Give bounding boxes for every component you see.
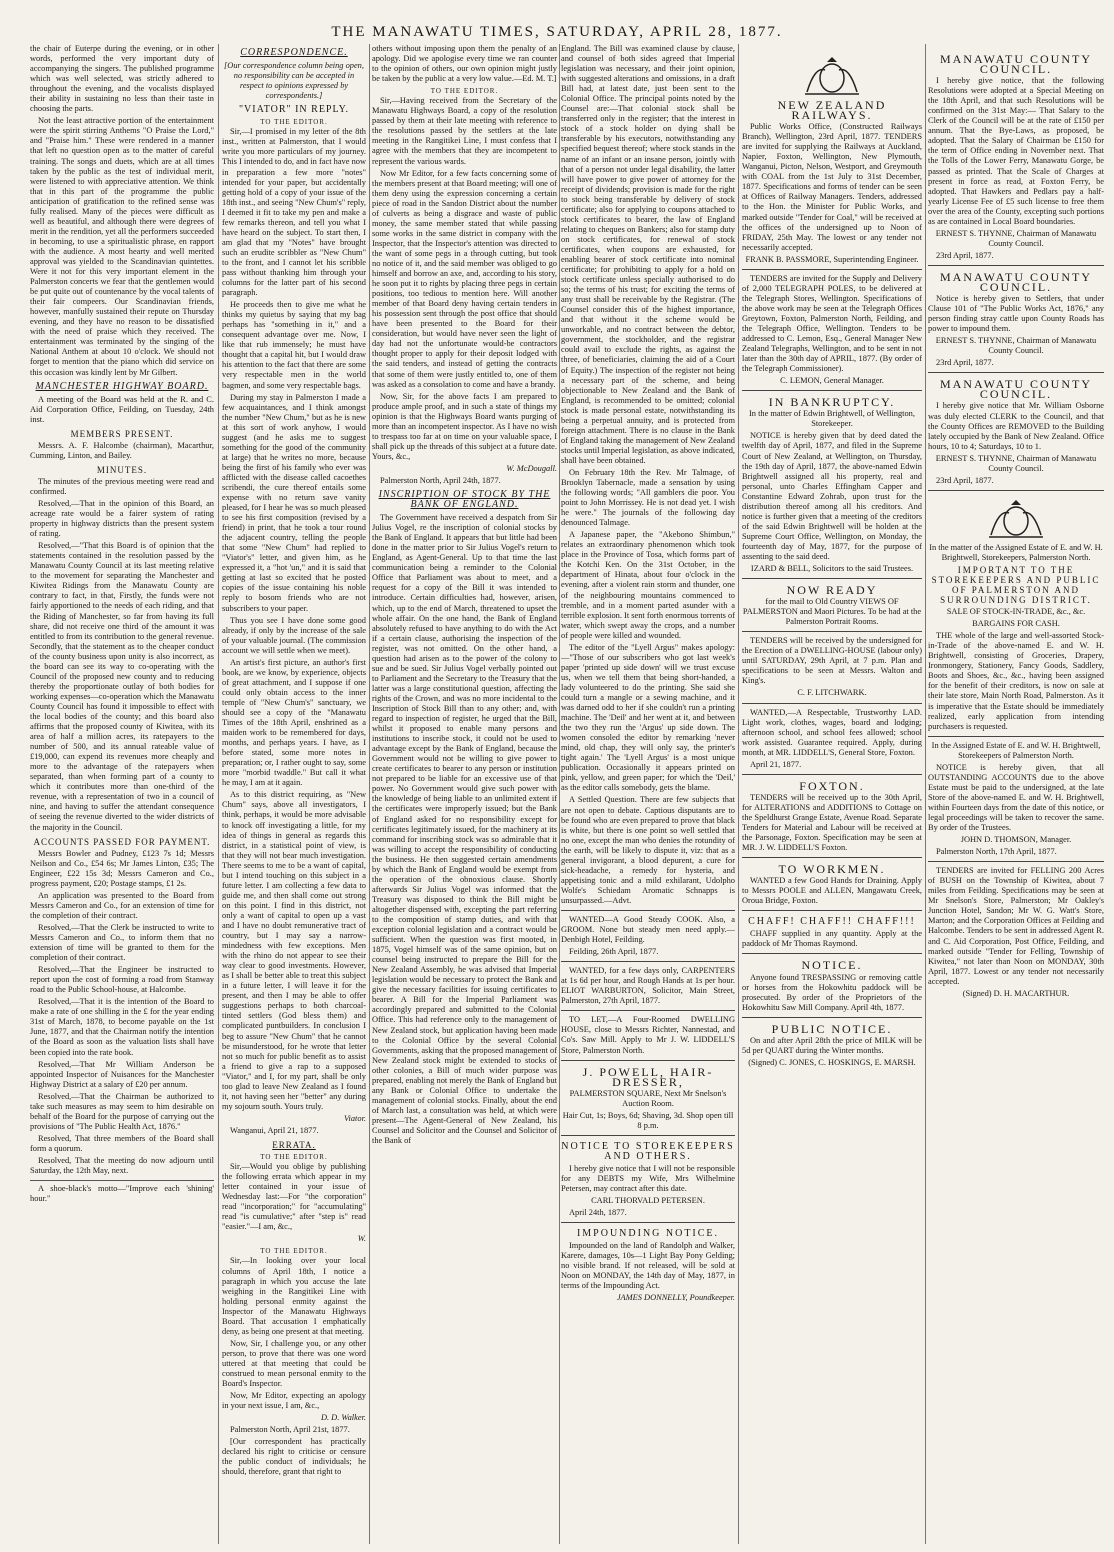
column-4	[561, 44, 735, 1544]
ad-text: WANTED,—A Respectable, Trustworthy LAD. Light work, clothes, wages, board and lodging; afternoon school, and school fees allowed; school work assisted. Guarantee required. Apply, during month, at MR. LIDDELL'S, General Store, Foxton.	[742, 707, 922, 757]
column-rule	[559, 44, 560, 1544]
ad-text: WANTED a few Good Hands for Draining. Apply to Messrs POOLE and ALLEN, Mangawatu Creek, Oroua Bridge, Foxton.	[742, 876, 922, 906]
column-rule	[738, 44, 739, 1544]
letter-heading: ERRATA.	[272, 1139, 316, 1150]
article-text: the chair of Euterpe during the evening, or in other words, performed the very important duty of accompanying the singers. The published programme which was well selected, was strictly adhered to throughout the evening, and the vocalists displayed their ability in sustaining no less than their taste in choosing the parts.	[30, 44, 214, 114]
letter-signature: W.	[357, 1234, 366, 1244]
ad-text: TENDERS will be received by the undersigned for the Erection of a DWELLING-HOUSE (labour only) until SATURDAY, 29th April, at 7 p.m. Plan and specifications to be seen at Messrs. Walton and King's.	[742, 636, 922, 686]
letter-text: Now Mr Editor, for a few facts concerning some of the members present at that Board meeting; will one of them deny using the expression concerning a certain piece of road in the Sandon District about the number of culverts as being a disgrace and waste of public money, the same member stated that while passing some works in the same district in company with the Inspector, that the Inspector's attention was directed to the want of some pegs in a through cutting, but took no notice of it, and the said member was obliged to go himself and borrow an axe, and, according to his story, he soon put it to rights by placing three pegs in certain positions, too tedious to mention here. Will another member of that Board deny having certain tenders in his possession sent through the post office that should have been presented to the Board for their consideration, but would have never seen the light of day had not the unfortunate would-be contractors thought proper to apply for their deposit lodged with the said tenders, and instead of getting the contracts that some of them were justly entitled to, one of them was asked as a consolation to come and have a brandy.	[372, 168, 557, 389]
ad-signature: (Signed) D. H. MACARTHUR.	[962, 988, 1070, 998]
ad-text: I hereby give notice that Mr. William Osborne was duly elected CLERK to the Council, and that the County Offices are REMOVED to the Building lately occupied by the Bank of New Zealand. Office hours, 10 to 4; Saturdays, 10 to 1.	[928, 401, 1104, 451]
ad-signature: CARL THORVALD PETERSEN.	[591, 1196, 705, 1206]
ad-title: MANAWATU COUNTY COUNCIL.	[939, 377, 1093, 402]
ad-date: 23rd April, 1877.	[936, 358, 994, 368]
advertisement	[742, 1017, 922, 1068]
ad-title: NOW READY	[786, 583, 878, 598]
article-text: The editor of the "Lyell Argus" makes apology:—"Those of our subscribers who got last week's paper 'printed up side down' will we trust excuse us, when we tell them that being short-handed, a lady volunteered to do the printing. She said she could turn a mangle or a sewing machine, and it was darned odd to her if she couldn't run a printing machine. The 'Deil' and her went at it, and between the two they run the 'Argus' up side down. The women consoled the editor by remarking 'never mind, old chap, they will only say, the printer's tight again.' The 'Lyell Argus' is a most unique publication. Occasionally it appears printed on pink, yellow, and green paper; for which the 'Deil,' as the editor calls somebody, gets the blame.	[561, 642, 735, 793]
ad-signature: JOHN D. THOMSON, Manager.	[960, 835, 1072, 845]
letter-signature: D. D. Walker.	[320, 1413, 366, 1423]
ad-signature: (Signed) C. JONES, C. HOSKINGS, E. MARSH.	[748, 1057, 916, 1067]
article-text: Resolved, That the meeting do now adjourn until Saturday, the 12th May, next.	[30, 1155, 214, 1176]
ad-title: PUBLIC NOTICE.	[771, 1021, 893, 1036]
advertisement	[742, 857, 922, 906]
article-text: Resolved,—That in the opinion of this Board, an acreage rate would be a fairer system of rating property in highway districts than the present system of rating.	[30, 499, 214, 539]
section-subheading: MINUTES.	[96, 464, 148, 475]
article-text: On February 18th the Rev. Mr Talmage, of Brooklyn Tabernacle, made a sensation by using the following words; "All gamblers die poor. You point to John Morrissey. He is not dead yet. I wish he were." The journals of the following day denounced Talmage.	[561, 467, 735, 528]
letter-text: As to this district requiring, as "New Chum" says, above all investigators, I think, perhaps, it would be more advisable to knock off investigating a little, for my idea of things in general as regards this district, in a statistical point of view, is that they will not bear much investigation. There seems to me to be a want of capital, but I intend touching on this subject in a future letter. I am collecting a few data to guide me, and then shall come out strong on this point. I find in this district, not only a want of capital to open up a vast and I have no doubt remunerative tract of country, but I may say a narrow-mindedness with few exceptions. Men with the rhino do not appear to see their way clear to good investments. However, as I shall be better able to treat this subject in a future letter, I will leave it for the present, and then I may be able to offer suggestions perhaps to both charcoal-tinted settlers (God bless them) and complicated puntbuilders. In conclusion I beg to assure "New Chum" that he cannot be misunderstood, for he wrote that letter not so much for public benefit as to assist a friend to give a rap to a supposed "Viator," and I, for my part, shall be only too glad to leave New Zealand as I found it, not having seen her "better" any during my sojourn south. Yours truly.	[222, 790, 366, 1111]
advertisement	[928, 490, 1104, 732]
ad-text: I hereby give notice that I will not be responsible for any DEBTS my Wife, Mrs Wilhelmine Petersen, may contract after this date.	[561, 1163, 735, 1194]
article-text: A Japanese paper, the "Akebono Shimbun," relates an extraordinary phenomenon which took place in the Province of Tosa, which forms part of the Kotchi Ken. On the 31st October, in the department of Hinata, about four o'clock in the evening, after a violent rain storm and thunder, one of the neighbouring mountains commenced to tremble, and in a moment parted asunder with a terrible explosion. It sent forth enormous torrents of water, which swept away the crops, and a number of people were killed and wounded.	[561, 530, 735, 640]
ad-title: J. POWELL, HAIR-DRESSER,	[582, 1064, 714, 1089]
advertisement	[742, 390, 922, 574]
ad-title: CHAFF! CHAFF!! CHAFF!!!	[748, 916, 916, 928]
ad-signature: ERNEST S. THYNNE, Chairman of Manawatu County Council.	[935, 453, 1097, 473]
article-text: Resolved,—"That this Board is of opinion that the statements contained in the resolution passed by the Manawatu County Council at its last meeting relative to the movement for separating the Manchester and Kiwitea Ridings from the Manawatu County are contrary to fact, in that, Firstly, the funds were not fairly apportioned to the needs of each riding, and that the Riding of Manchester, so far from having its full share, did not receive one third of the amount it was entitled to from its contribution to the general revenue. Secondly, that the statement as to the cheaper conduct of the county business upon unity is also incorrect, as the board can see its way to co-operating with the Council of the proposed new county and to reducing thereby the proportionate outlay of both bodies for working expenses—co-operation which the Manawatu County Council has found it impossible to effect with the local bodies of the county; and this board also affirms that the proposed county of Kiwitea, with its area of half a million acres, its ratepayers to the number of 500, and its annual rateable value of £19,000, can expend its revenues more cheaply and more to the advantage of the ratepayers when separated, than when forming part of a county to which it contributes more than one-third of the revenue, with a representation of two in a council of nine, and having to suffer the attendant consequence of seeing the revenue diverted to the wider districts of the majority in the Council.	[30, 541, 214, 832]
editorial-note: [Our correspondent has practically declared his right to criticise or censure the public conduct of individuals; he should, therefore, grant that right to	[222, 1437, 366, 1477]
letter-text: He proceeds then to give me what he thinks my quietus by saying that my bag perhaps has "something in it," and a consequent advantage over me. Now, I like that rub immensely; he must have thought that a capital hit, but I would draw his attention to the fact that there are some very respectable men in the world bagmen, and some very respectable bags.	[222, 300, 366, 390]
ad-subtitle: In the matter of Edwin Brightwell, of Wellington, Storekeeper.	[749, 409, 915, 429]
advertisement	[742, 269, 922, 387]
letter-text: Sir,—In looking over your local columns of April 18th, I notice a paragraph in which you accuse the late weighing in the Rangitikei Line with holding personal enmity against the Inspector of the Manawatu Highways Board. That accusation I emphatically deny, as being one present at that meeting.	[222, 1256, 366, 1336]
ad-signature: C. F. LITCHWARK.	[797, 688, 867, 698]
ad-title: FOXTON.	[799, 778, 865, 793]
ad-date: 23rd April, 1877.	[936, 475, 994, 485]
letter-text: Sir,—I promised in my letter of the 8th inst., written at Palmerston, that I would write you more particulars of my journey. This I intended to do, and in fact have now in preparation a few more "notes" intended for your paper, but accidentally getting hold of a copy of your issue of the 18th inst., and seeing "New Chum's" reply, I deemed it fit to take my pen and make a few remarks thereon, and tell you what I have heard on the subject. To start then, I am glad that my "Notes" have brought such an erudite scribbler as "New Chum" to the front, and I cannot let his scribble pass without thanking him through your columns for the latter part of his second paragraph.	[222, 127, 366, 298]
advertisement	[742, 48, 922, 265]
column-3	[372, 44, 557, 1544]
letter-text: Now, Mr Editor, expecting an apology in your next issue, I am, &c.,	[222, 1391, 366, 1411]
advertisement	[742, 910, 922, 949]
letter-signature: W. McDougall.	[506, 463, 557, 473]
article-text: An application was presented to the Board from Messrs Cameron and Co., for an extension of time for the completion of their contract.	[30, 890, 214, 920]
letter-heading: "VIATOR" IN REPLY.	[238, 104, 350, 116]
advertisement	[561, 910, 735, 957]
ad-signature: FRANK B. PASSMORE, Superintending Engineer.	[745, 254, 919, 264]
ad-text: Impounded on the land of Randolph and Walker, Karere, damages, 10s—1 Light Bay Pony Gelding; no visible brand. If not released, will be sold at Noon on MONDAY, the 14th day of May, 1877, in terms of the Impounding Act.	[561, 1241, 735, 1291]
letter-place: Palmerston North, April 21st, 1877.	[230, 1425, 350, 1435]
article-text: A shoe-black's motto—"Improve each 'shining' hour."	[30, 1180, 214, 1204]
article-text: Resolved,—That the Clerk be instructed to write to Messrs Cameron and Co., to inform them that no extension of time will be granted to them for the completion of their contract.	[30, 922, 214, 963]
column-1	[30, 44, 214, 1544]
article-text: Resolved, That three members of the Board shall form a quorum.	[30, 1133, 214, 1153]
to-the-editor: TO THE EDITOR.	[260, 1153, 328, 1162]
section-subheading: ACCOUNTS PASSED FOR PAYMENT.	[33, 836, 211, 847]
ad-signature: ERNEST S. THYNNE, Chairman of Manawatu County Council.	[935, 336, 1097, 356]
ad-date: April 24th, 1877.	[569, 1208, 627, 1218]
letter-text: Sir,—Would you oblige by publishing the following errata which appear in my letter contained in your issue of Wednesday last:—For "the corporation" read "incorporation;" for "accumulating" read "is cumulative;" after "step is" read "easier."—I am, &c.,	[222, 1162, 366, 1232]
letter-text: During my stay in Palmerston I made a few acquaintances, and I think amongst the number "New Chum," but as he is new at this sort of work anyhow, I would suggest (and he asks me to suggest something for the good of the community at large) that he writes no more, because being the first of his family who ever was afflicted with the disease called cacoethes scribendi, the cure thereof entails some expense with no return save vanity pleased, for I hear he was so much pleased to see his first composition (revised by a friend) in print, that he took a tour round the adjacent country, telling the people that some "New Chum" had replied to "Viator's" letter, and given him, as he expressed it, a "hot 'un," and it is said that getting at last so excited that he posted copies of the issue containing his noble reply to bosom friends who are not subscribers to your paper.	[222, 392, 366, 613]
advertisement	[928, 372, 1104, 485]
ad-text: I hereby give notice, that the following Resolutions were adopted at a Special Meeting on the 18th April, and that such Resolutions will be confirmed on the 31st May:— That Salary to the Clerk of the Council will be at the rate of £150 per annum. That the Bye-Laws, as proposed, be adopted. That the Salary of Chairman be £150 for the term of Office ending in November next. That the Tolls of the Lower Ferry, Manawatu Gorge, be passed as printed. That the Scale of Charges at present in force as read, at Foxton Ferry, be adopted. That Hawkers and Pedlars pay a half-yearly License Fee of £5 such license to free them over the area of the County, excepting such portions as are contained in Local Board boundaries.	[928, 76, 1104, 226]
ad-title: IMPOUNDING NOTICE.	[576, 1228, 720, 1240]
ad-subtitle: In the Assigned Estate of E. and W. H. Brightwell, Storekeepers of Palmerston North.	[931, 740, 1101, 760]
ad-title: TO WORKMEN.	[778, 862, 886, 877]
ad-text: THE whole of the large and well-assorted Stock-in-Trade of the above-named E. and W. H. Brightwell, consisting of Groceries, Drapery, Ironmongery, Stationery, Fancy Goods, Saddlery, Boots and Shoes, &c., &c., having been assigned for the benefit of their creditors, is now on sale at their late store, Main North Road, Palmerston. As it is imperative that the Estate should be immediately realized, early application from intending purchasers is requested.	[928, 631, 1104, 731]
ad-text: TENDERS will be received up to the 30th April, for ALTERATIONS and ADDITIONS to Cottage on the Speldhurst Grange Estate, Avenue Road. Separate Tenders for Material and Labour will be received at the Parsonage, Foxton. Specification may be seen at MR. J. W. LIDDELL'S Foxton.	[742, 792, 922, 853]
column-rule	[925, 44, 926, 1544]
coat-of-arms-icon	[797, 56, 867, 96]
ad-text: TO LET,—A Four-Roomed DWELLING HOUSE, close to Messrs Richter, Nannestad, and Co's. Saw Mill. Apply to Mr J. W. LIDDELL'S Store, Palmerston North.	[561, 1015, 735, 1055]
letter-place: Wanganui, April 21, 1877.	[230, 1125, 319, 1135]
advertisement	[742, 703, 922, 770]
advertisement	[928, 861, 1104, 999]
advertisement	[561, 1060, 735, 1131]
ad-signature: IZARD & BELL, Solicitors to the said Trustees.	[750, 564, 914, 574]
advertisement	[561, 1135, 735, 1218]
column-2	[222, 44, 366, 1544]
advertisement	[742, 631, 922, 698]
column-5	[742, 44, 922, 1544]
masthead: THE MANAWATU TIMES, SATURDAY, APRIL 28, 1877.	[331, 24, 783, 40]
letter-signature: Viator.	[344, 1113, 366, 1123]
ad-title: NEW ZEALAND RAILWAYS.	[777, 98, 887, 123]
to-the-editor: TO THE EDITOR.	[260, 1247, 328, 1256]
article-text: Resolved,—That the Chairman be authorized to take such measures as may seem to him desirable on behalf of the Board for the purpose of carrying out the provisions of "The Public Health Act, 1876."	[30, 1091, 214, 1131]
ad-title: IN BANKRUPTCY.	[768, 395, 896, 410]
article-text: The Government have received a despatch from Sir Julius Vogel, re the inscription of colonial stocks by the Bank of England. It appears that but little had been done in the matter prior to Sir Julius Vogel's return to England, as Agent-General. Up to that time the last communication being a reminder to the Colonial Office that Parliament was about to meet, and a request for a copy of the Bill it was intended to introduce. Certain difficulties had, however, arisen, which, up to the end of March, threatened to upset the whole affair. On the one hand, the Bank of England absolutely refused to have anything to do with the Act if a certain clause, authorising the inspection of the register, was not omitted. On the other hand, a question had arisen as to the power of the colony to sue and be sued. Sir Julius Vogel verbally pointed out to Parliament and the Secretary to the Treasury that the latter was a large constitutional question, affecting the rights of the Crown, and was no more incidental to the Inscription of Stock Bill than to any other; and, with regard to inspection of register, he urged that the Bill, whilst it proposed to enable many persons and institutions to inscribe stock, it could not be used to advantage except by the Bank of England, because the Government would not be willing to give power to create certificates to bearer to any person or institution not prepared to be liable for an excessive use of that power. No Government would give such power with the knowledge of being liable to an unlimited extent if the certificates were improperly issued; but the Bank of England asked for no responsibility except for certificates legitimately issued, for the machinery at its command for inscribing stock was so admirable that it was willing to accept the responsibility of conducting the business. He then suggested certain amendments by which the Bank of England would be exempt from the operation of the obnoxious clause. Shortly afterwards Sir Julius Vogel was informed that the Treasury was disposed to think the Bill might be altogether dispensed with, excepting the part referring to the composition of stamp duties, and with that exception colonial legislation and a contract would be sufficient. When the question was first mooted, in 1875, Vogel himself was of the same opinion, but on counsel being instructed to prepare the Bill for the New Zealand Assembly, he was advised that Imperial legislation would be necessary to protect the Bank and give the necessary facilities for issuing certificates to bearer. A Bill for the Imperial Parliament was accordingly prepared and submitted to the Colonial Office. This had reference only to the management of New Zealand stock, but application having been made to the Colonial Office by the several Colonial Governments, asking that the proposed management of New Zealand stock might be extended to stocks of other colonies, a Bill of much wider purpose was prepared, enabling not merely the Bank of England but any Bank or Colonial Office to undertake the management of colonial stocks. Finally, about the end of March last, a consultation was held, at which were present—The Agent-General of New Zealand, his Counsel and Solicitor and the Counsel and Solicitor of the Bank of	[372, 513, 557, 1146]
ad-text: NOTICE is hereby given that by deed dated the twelfth day of April, 1877, and filed in the Supreme Court of New Zealand, at Wellington, on Thursday, the 19th day of April, 1877, the above-named Edwin Brightwell assigned all his property, real and personal, unto Charles Effingham Capper and Constantine Edward Zohrab, upon trust for the distribution thereof among all his creditors. And notice is further given that a meeting of the creditors of the said Edwin Brightwell will be holden at the Supreme Court Office, Wellington, on Monday, the fourteenth day of May, 1877, for the purpose of assenting to the said deed.	[742, 431, 922, 561]
ad-date: April 21, 1877.	[750, 759, 802, 769]
ad-signature: ERNEST S. THYNNE, Chairman of Manawatu County Council.	[935, 228, 1097, 248]
advertisement	[742, 578, 922, 627]
coat-of-arms-icon	[981, 499, 1051, 539]
ad-text: Hair Cut, 1s; Boys, 6d; Shaving, 3d. Shop open till 8 p.m.	[562, 1110, 734, 1130]
advertisement	[928, 736, 1104, 858]
article-heading: INSCRIPTION OF STOCK BY THE BANK OF ENGLAND.	[378, 489, 551, 511]
ad-date: Feilding, 26th April, 1877.	[569, 947, 659, 957]
article-text: The minutes of the previous meeting were read and confirmed.	[30, 476, 214, 496]
ad-title: NOTICE.	[801, 958, 863, 973]
editorial-note: [Our correspondence column being open, no responsibility can be accepted in respect to opinions expressed by correspondents.]	[224, 61, 364, 101]
ad-title: MANAWATU COUNTY COUNCIL.	[939, 52, 1093, 77]
column-6	[928, 44, 1104, 1544]
ad-subtitle: BARGAINS FOR CASH.	[972, 619, 1060, 629]
ad-subtitle: In the matter of the Assigned Estate of E. and W. H. Brightwell, Storekeepers, Palmerston North.	[929, 542, 1103, 562]
ad-text: TENDERS are invited for the Supply and Delivery of 2,000 TELEGRAPH POLES, to be delivered at the Telegraph Stores, Wellington. Specifications of the above work may be seen at the Telegraph Offices Greytown, Foxton, Palmerston North, Feilding, and the Telegraph Office, Wellington. Tenders to be addressed to C. Lemon, Esq., General Manager New Zealand Telegraphs, Wellington, and to be sent in not later than the 30th day of APRIL, 1877. (By order of the Telegraph Commissioner).	[742, 273, 922, 374]
ad-date: Palmerston North, 17th April, 1877.	[936, 847, 1057, 857]
section-heading: CORRESPONDENCE.	[240, 47, 348, 58]
article-text: Resolved,—That the Engineer be instructed to report upon the cost of forming a road from Stanway road to the Public School-house, at Halcombe.	[30, 965, 214, 995]
ad-title: NOTICE TO STOREKEEPERS AND OTHERS.	[561, 1140, 735, 1162]
ad-text: Public Works Office, (Constructed Railways Branch), Wellington, 23rd April, 1877. TENDERS are invited for supplying the Railways at Auckland, Napier, Foxton, Wellington, New Plymouth, Wanganui, Picton, Nelson, Westport, and Greymouth with COAL from the 1st July to 31st December, 1877. Specifications and forms of tender can be seen at Offices of Railway Managers. Tenders, addressed to the Hon. the Minister for Public Works, and marked outside "Tender for Coal," will be received at the offices of the undersigned up to Noon of FRIDAY, 25th May. The lowest or any tender not necessarily accepted.	[742, 122, 922, 252]
article-text: others without imposing upon them the penalty of an apology. Did we apologise every time we ran counter to the opinion of others, our own opinion might justly be taken by the public at a very low value.—Ed. M. T.]	[372, 44, 557, 84]
ad-subtitle: SALE OF STOCK-IN-TRADE, &c., &c.	[946, 607, 1086, 617]
column-rule	[369, 44, 370, 1544]
letter-place: Palmerston North, April 24th, 1877.	[380, 475, 501, 485]
article-text: A meeting of the Board was held at the R. and C. Aid Corporation Office, Feilding, on Tuesday, 24th inst.	[30, 394, 214, 424]
advertisement	[742, 953, 922, 1012]
letter-text: Sir,—Having received from the Secretary of the Manawatu Highways Board, a copy of the resolution passed by them at their late meeting with reference to the resolutions passed by the settlers at the late meeting in the Rangitikei Line, I must confess that I agree with the members that they are incompetent to represent the various wards.	[372, 96, 557, 166]
ad-text: Notice is hereby given to Settlers, that under Clause 101 of "The Public Works Act, 1876," any person finding stray cattle upon County Roads has power to impound them.	[928, 294, 1104, 334]
letter-text: Now, Sir, for the above facts I am prepared to produce ample proof, and in such a state of things my opinion is that the Highways Board wants purging of more than an incompetent inspector. As I have no wish to trespass too far at on time on your valuable space, I shall pick up the threads of this subject at a future date. Yours, &c.,	[372, 391, 557, 461]
ad-title: MANAWATU COUNTY COUNCIL.	[939, 269, 1093, 294]
ad-text: On and after April 28th the price of MILK will be 5d per QUART during the Winter months.	[742, 1035, 922, 1055]
to-the-editor: TO THE EDITOR.	[260, 118, 328, 127]
article-text: Messrs. A. F. Halcombe (chairman), Macarthur, Cumming, Linton, and Bailey.	[30, 440, 214, 460]
ad-text: Anyone found TRESPASSING or removing cattle or horses from the Hokowhitu paddock will be prosecuted. By order of the Proprietors of the Hokowhitu Saw Mill Company. April 4th, 1877.	[742, 972, 922, 1012]
advertisement	[561, 1222, 735, 1303]
ad-subtitle: PALMERSTON SQUARE, Next Mr Snelson's Auction Room.	[569, 1088, 727, 1108]
ad-text: WANTED, for a few days only, CARPENTERS at 1s 6d per hour, and Rough Hands at 1s per hour. ELIOT WARBURTON, Solicitor, Main Street, Palmerston, 27th April, 1877.	[561, 966, 735, 1006]
letter-text: Now, Sir, I challenge you, or any other person, to prove that there was one word uttered at that meeting that could be construed to mean personal enmity to the Board's Inspector.	[222, 1338, 366, 1389]
article-text: A Settled Question. There are few subjects that are not open to debate. Captious disputants are to be found who are even prepared to prove that black is white, but there is one point so well settled that no one, except the man who denies the rotundity of the earth, will be likely to dispute it, viz: that as a general invigorant, a blood depurent, a cure for sick-headache, a remedy for hysteria, and appetising tonic and a mild exhilarant, Udolpho Wolfe's Schiedam Aromatic Schnapps is unsurpassed.—Advt.	[561, 795, 735, 905]
advertisement	[561, 1010, 735, 1055]
advertisement	[742, 774, 922, 853]
ad-signature: C. LEMON, General Manager.	[780, 376, 884, 386]
to-the-editor: TO THE EDITOR.	[430, 87, 499, 96]
ad-text: CHAFF supplied in any quantity. Apply at the paddock of Mr Thomas Raymond.	[742, 929, 922, 949]
article-heading: MANCHESTER HIGHWAY BOARD.	[35, 380, 209, 392]
ad-text: TENDERS are invited for FELLING 200 Acres of BUSH on the Township of Kiwitea, about 7 miles from Feilding. Specifications may be seen at Mr Snelson's Store, Palmerston; Mr Oakley's Junction Hotel, Sandon; Mr W. G. Watt's Store, Marton; and the Corporation Offices at Feilding and Halcombe. Tenders to be sent in addressed Agent R. and C. Aid Corporation, Post Office, Feilding, and marked outside "Tender for Felling, Township of Kiwitea," not later than Noon on MONDAY, 30th April, 1877. Lowest or any tender not necessarily accepted.	[928, 866, 1104, 986]
column-rule	[218, 44, 219, 1544]
article-text: Resolved,—That it is the intention of the Board to make a rate of one shilling in the £ for the year ending 31st of March, 1878, to become payable on the 1st June, 1877, and that the Chairman notify the intention of the Board as soon as the valuation lists shall have been copied into the rate book.	[30, 997, 214, 1057]
ad-date: 23rd April, 1877.	[936, 250, 994, 260]
ad-title: IMPORTANT TO THE STOREKEEPERS AND PUBLIC OF PALMERSTON AND SURROUNDING DISTRICT.	[931, 564, 1101, 606]
letter-text: Thus you see I have done some good already, if only by the increase of the sale of your valuable journal. (The commission account we will settle when we meet).	[222, 615, 366, 655]
ad-text: for the mail to Old Country VIEWS OF PALMERSTON and Maori Pictures. To be had at the Palmerston Portrait Rooms.	[742, 597, 922, 627]
article-text: England. The Bill was examined clause by clause, and counsel of both sides agreed that Imperial legislation was necessary, and their joint opinion, with suggested alterations and omissions, in a draft Bill had, at latest date, just been sent to the Colonial Office. The principal points noted by the Counsel are:—That colonial stock shall be transferred only in the register; that the interest in stock of a stock holder on dying shall be transferable by his executors, notwithstanding any specified bequest thereof; where stock stands in the name of an infant or an insane person, jointly with that of a person not under legal disability, the latter will have power to give power of attorney for the receipt of dividends; provision is made for the right to stock being transferable by delivery of stock certificate; also for applying to coupons attached to stock certificates to bearer, the law of England relating to cheques on Bankers; also for stamp duty on stock certificates, for renewal of stock certificates, when coupons are exhausted, for enabling bearer of stock certificate into nominal certificate; for prohibiting to apply for a hold on stock certificate unless specially authorised to do so; the terms of his trust; for exciting the terms of any trust shall be receivable by the Registrar. (The Counsel consider this of the highest importance, and that without it the scheme would be unworkable, and no contract between the debtor, government, the stockholder, and the registrar could avail to exclude the rights, as against the three, of beneficiaries, claiming the aid of a Court of Equity.) The inspection of the register not being a necessary part of the scheme, and being objectionable to New Zealand and the Bank of England, is recommended to be omitted; colonial stock is made personal estate, notwithstanding its being a perpetual annuity, and is protected from foreign attachment. There is no clause in the Bank of England taking the management of New Zealand stocks until Imperial legislation, as above indicated, shall have been obtained.	[561, 44, 735, 465]
ad-signature: JAMES DONNELLY, Poundkeeper.	[616, 1293, 735, 1303]
ad-text: NOTICE is hereby given, that all OUTSTANDING ACCOUNTS due to the above Estate must be paid to the undersigned, at the late Store of the above-named E. and W. H. Brightwell, within Fourteen days from the date of this notice, or legal proceedings will be taken to recover the same. By order of the Trustees.	[928, 762, 1104, 833]
advertisement	[928, 48, 1104, 261]
article-text: Not the least attractive portion of the entertainment were the spirit stirring Anthems "O Praise the Lord," and "Praise him." These were rendered in a manner that left no question open as to the matter of careful training. The songs and duets, which are at all times taken by the public as the test of individual merit, were listened to with appreciative attention. We think that in this part of the programme the public anticipation of gratification to the refined sense was fully realised. Many of the pieces were difficult as well as beautiful, and although there were degrees of merit in the rendition, yet all the performers succeeded in becoming, to use a spiritualistic phrase, en rapport with the audience. A most hearty and well merited approval was yielded to the Scandinavian quintettes. Were it not for this very important element in the Palmerston concerts we fear that the gentlemen would be put quite out of countenance by the vocal talents of their fair compeers. Our Scandinavian friends, however, manfully sustained their repute on Thursday evening, and they have no reason to be dissatisfied with the need of praise which they received. The entertainment was terminated by the singing of the National Anthem at about 10 o'clock. We should not forget to mention that the piano which did service on this occasion was kindly lent by Mr Gilbert.	[30, 116, 214, 377]
ad-text: WANTED—A Good Steady COOK. Also, a GROOM. None but steady men need apply.—Denbigh Hotel, Feilding.	[561, 914, 735, 945]
letter-text: An artist's first picture, an author's first book, are we know, by experience, objects of great attachment, and I suppose if one could only obtain access to the inner temple of "New Chum's" sanctuary, we should see a copy of the "Manawatu Times of the 18th April, enshrined as a maiden work to be remembered for days, months, and perhaps years. I have, as I before stated, some more notes in preparation; or, I rather ought to say, some more "morbid twaddle." But call it what he may, I am at it again.	[222, 657, 366, 788]
advertisement	[928, 265, 1104, 368]
advertisement	[561, 961, 735, 1006]
article-text: Messrs Bowler and Pudney, £123 7s 1d; Messrs Neilson and Co., £54 6s; Mr James Linton, £35; The Engineer, £22 15s 3d; Messrs Cameron and Co., progress payment, £20; Postage stamps, £1 2s.	[30, 848, 214, 888]
article-text: Resolved,—That Mr William Anderson be appointed Inspector of Nuisances for the Manchester Highway District at a salary of £20 per annum.	[30, 1059, 214, 1089]
section-subheading: MEMBERS PRESENT.	[70, 428, 174, 439]
